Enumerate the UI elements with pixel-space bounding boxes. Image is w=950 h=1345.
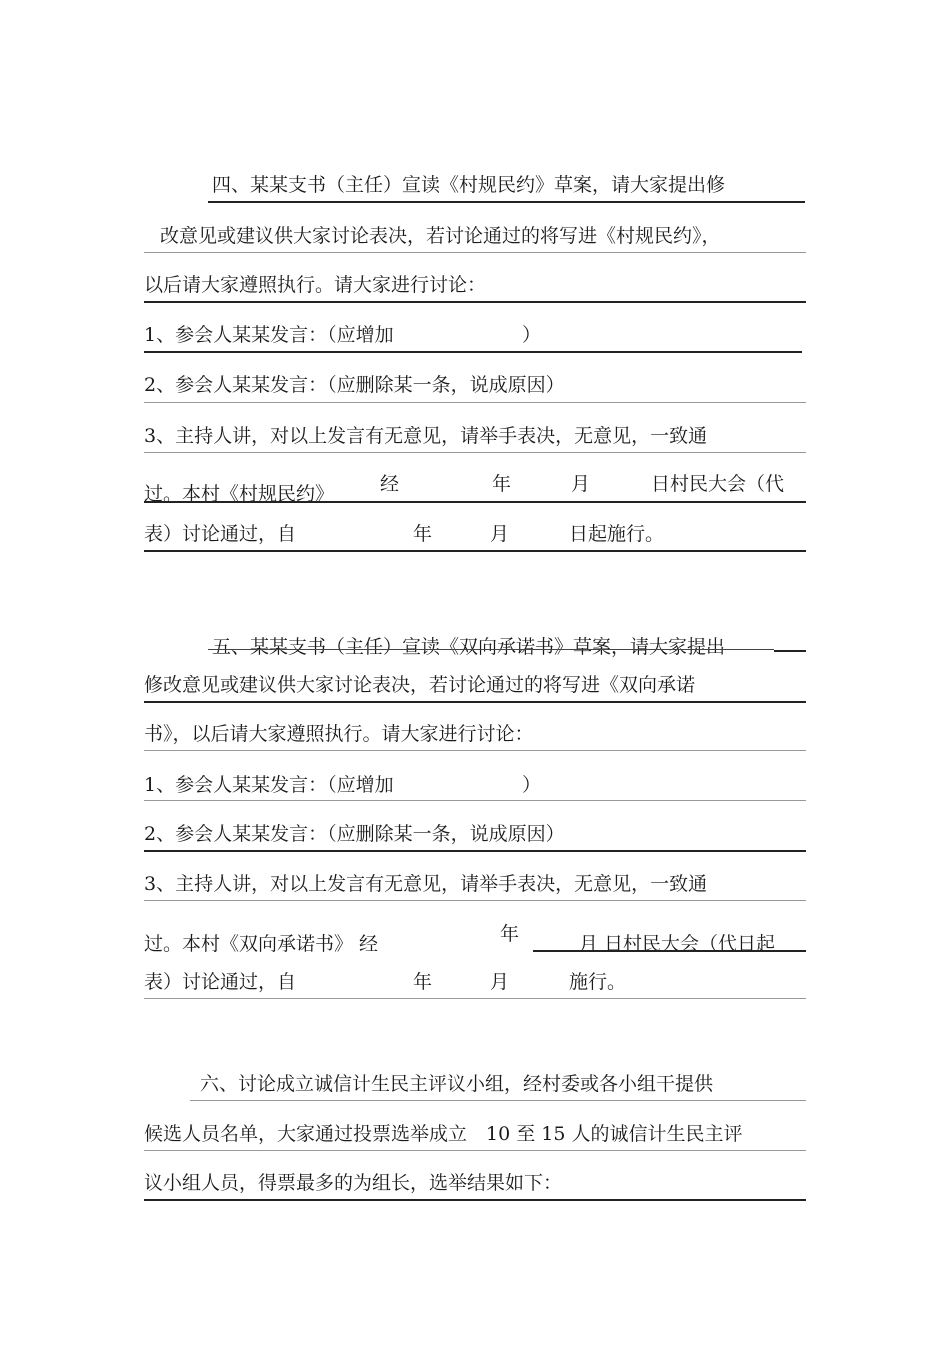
section-4-heading: 四、某某支书（主任）宣读《村规民约》草案，请大家提出修 — [212, 174, 726, 196]
section-4-pass-day: 日村民大会（代 — [651, 473, 785, 495]
section-5-pass-month-day: 月 日村民大会（代日起 — [579, 933, 776, 955]
section-5-pass-year: 年 — [500, 923, 520, 945]
section-4-pass-year: 年 — [492, 473, 512, 495]
section-4-line-2: 改意见或建议供大家讨论表决，若讨论通过的将写进《村规民约》， — [160, 225, 721, 247]
section-4-item-3: 3、主持人讲，对以上发言有无意见，请举手表决，无意见，一致通 — [144, 425, 708, 447]
section-6-line-3: 议小组人员，得票最多的为组长，选举结果如下： — [144, 1172, 563, 1194]
rule-line — [144, 900, 806, 901]
rule-line — [533, 950, 806, 952]
section-4-effective-year: 年 — [413, 523, 433, 545]
section-4-item-1: 1、参会人某某发言：（应增加 — [144, 324, 394, 346]
rule-line — [208, 201, 805, 203]
section-5-effective: 表）讨论通过，自 — [144, 971, 297, 993]
section-4-effective-month: 月 — [490, 523, 510, 545]
section-5-item-2: 2、参会人某某发言：（应删除某一条，说成原因） — [144, 823, 565, 845]
section-5-effective-day: 施行。 — [569, 971, 627, 993]
rule-line — [144, 402, 806, 403]
rule-line — [144, 1199, 806, 1201]
section-4-pass-via: 经 — [380, 473, 400, 495]
rule-line — [144, 351, 802, 353]
rule-line — [144, 800, 806, 801]
rule-line — [190, 1100, 806, 1101]
rule-line — [144, 252, 806, 253]
rule-line — [774, 650, 806, 652]
section-4-effective: 表）讨论通过，自 — [144, 523, 297, 545]
section-5-effective-year: 年 — [413, 971, 433, 993]
section-4-pass-month: 月 — [571, 473, 591, 495]
section-5-line-2: 修改意见或建议供大家讨论表决，若讨论通过的将写进《双向承诺 — [144, 674, 696, 696]
section-4-item-1-close: ） — [522, 324, 542, 346]
rule-line — [144, 550, 806, 552]
section-5-heading: 五、某某支书（主任）宣读《双向承诺书》草案，请大家提出 — [212, 636, 726, 658]
rule-line — [144, 750, 806, 751]
section-6-heading: 六、讨论成立诚信计生民主评议小组，经村委或各小组干提供 — [200, 1073, 714, 1095]
section-6-line-2: 候选人员名单，大家通过投票选举成立 10 至 15 人的诚信计生民主评 — [144, 1123, 743, 1145]
section-5-item-1: 1、参会人某某发言：（应增加 — [144, 774, 394, 796]
section-4-item-2: 2、参会人某某发言：（应删除某一条，说成原因） — [144, 374, 565, 396]
rule-line — [144, 501, 806, 503]
strike-line — [208, 649, 774, 650]
rule-line — [144, 998, 806, 999]
rule-line — [144, 452, 806, 453]
section-4-line-3: 以后请大家遵照执行。请大家进行讨论： — [144, 274, 487, 296]
rule-line — [144, 301, 806, 303]
rule-line — [144, 850, 806, 852]
section-4-pass-text: 过。本村《村规民约》 — [144, 483, 335, 505]
section-4-effective-day: 日起施行。 — [569, 523, 665, 545]
section-5-effective-month: 月 — [490, 971, 510, 993]
rule-line — [144, 701, 806, 703]
section-5-item-3: 3、主持人讲，对以上发言有无意见，请举手表决，无意见，一致通 — [144, 873, 708, 895]
section-5-item-1-close: ） — [522, 774, 542, 796]
section-5-pass-text: 过。本村《双向承诺书》 经 — [144, 933, 379, 955]
section-5-line-3: 书》，以后请大家遵照执行。请大家进行讨论： — [144, 723, 534, 745]
rule-line — [144, 1150, 806, 1151]
